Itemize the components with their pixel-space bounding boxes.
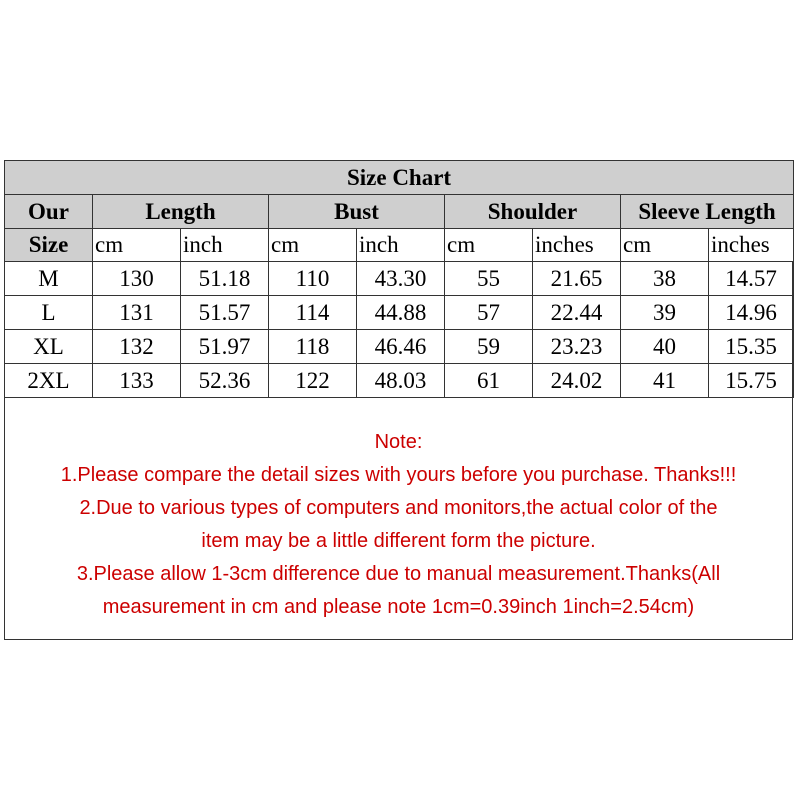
data-cell: 133 [93, 364, 181, 398]
data-cell: 130 [93, 262, 181, 296]
data-cell: 118 [269, 330, 357, 364]
size-cell: M [5, 262, 93, 296]
note-line: measurement in cm and please note 1cm=0.39inch 1inch=2.54cm) [102, 596, 695, 618]
data-cell: 55 [445, 262, 533, 296]
data-cell: 40 [621, 330, 709, 364]
header-shoulder: Shoulder [445, 195, 621, 229]
size-cell: XL [5, 330, 93, 364]
note-line: item may be a little different form the picture. [201, 530, 596, 552]
data-cell: 15.35 [709, 330, 794, 364]
note-line: 3.Please allow 1-3cm difference due to manual measurement.Thanks(All [76, 563, 721, 585]
data-cell: 51.57 [181, 296, 269, 330]
header-length: Length [93, 195, 269, 229]
size-cell: L [5, 296, 93, 330]
data-cell: 52.36 [181, 364, 269, 398]
data-cell: 14.96 [709, 296, 794, 330]
data-cell: 132 [93, 330, 181, 364]
data-cell: 48.03 [357, 364, 445, 398]
data-cell: 110 [269, 262, 357, 296]
data-cell: 131 [93, 296, 181, 330]
data-cell: 43.30 [357, 262, 445, 296]
table-row [5, 262, 794, 296]
data-cell: 46.46 [357, 330, 445, 364]
header-sleeve-length: Sleeve Length [621, 195, 794, 229]
data-cell: 51.97 [181, 330, 269, 364]
unit-cell: cm [445, 229, 533, 262]
table-row [5, 364, 794, 398]
note-heading: Note: [374, 431, 423, 453]
data-cell: 24.02 [533, 364, 621, 398]
unit-cell: inches [709, 229, 794, 262]
data-cell: 51.18 [181, 262, 269, 296]
header-bust: Bust [269, 195, 445, 229]
data-cell: 122 [269, 364, 357, 398]
unit-cell: cm [621, 229, 709, 262]
data-cell: 41 [621, 364, 709, 398]
data-cell: 38 [621, 262, 709, 296]
unit-cell: cm [93, 229, 181, 262]
data-cell: 21.65 [533, 262, 621, 296]
size-table [4, 160, 794, 398]
size-cell: 2XL [5, 364, 93, 398]
size-header-line2: Size [5, 229, 93, 262]
table-row [5, 330, 794, 364]
data-cell: 23.23 [533, 330, 621, 364]
unit-cell: inch [357, 229, 445, 262]
note-line: 1.Please compare the detail sizes with yours before you purchase. Thanks!!! [60, 464, 737, 486]
data-cell: 61 [445, 364, 533, 398]
data-cell: 39 [621, 296, 709, 330]
data-cell: 57 [445, 296, 533, 330]
data-cell: 59 [445, 330, 533, 364]
note-line: 2.Due to various types of computers and monitors,the actual color of the [79, 497, 718, 519]
data-cell: 44.88 [357, 296, 445, 330]
table-row [5, 296, 794, 330]
data-cell: 15.75 [709, 364, 794, 398]
data-cell: 14.57 [709, 262, 794, 296]
notes-section [5, 426, 792, 624]
size-header-line1: Our [5, 195, 93, 229]
data-cell: 22.44 [533, 296, 621, 330]
data-cell: 114 [269, 296, 357, 330]
unit-cell: inches [533, 229, 621, 262]
unit-cell: inch [181, 229, 269, 262]
unit-cell: cm [269, 229, 357, 262]
size-chart [4, 160, 793, 640]
chart-title: Size Chart [5, 161, 794, 195]
